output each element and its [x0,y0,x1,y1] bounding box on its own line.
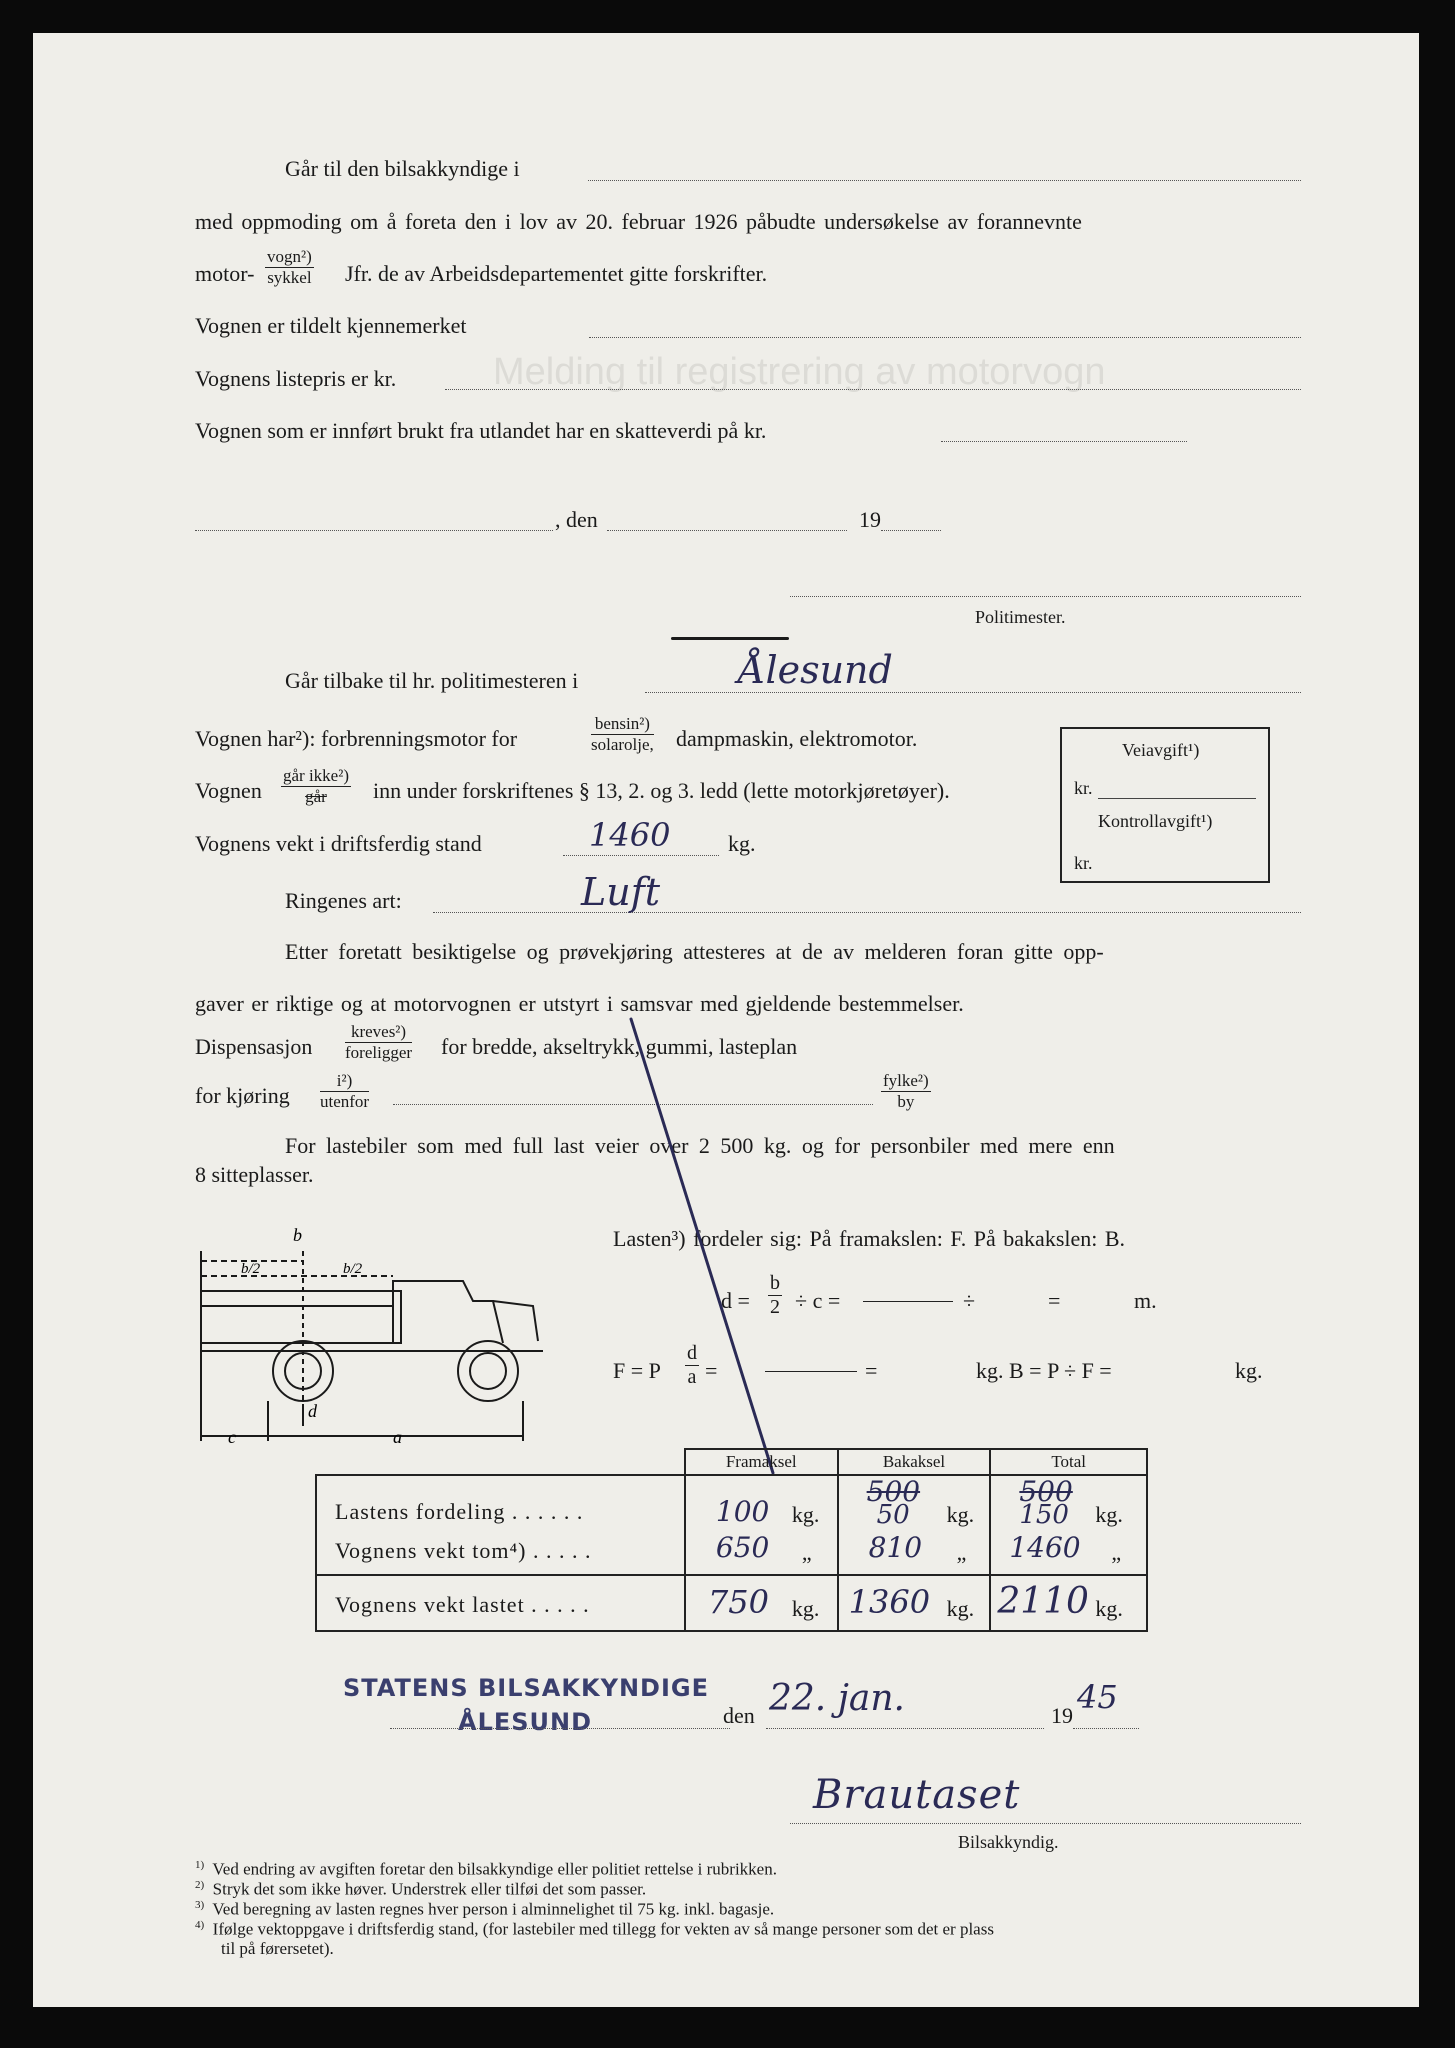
stamp-place-field[interactable] [390,1728,730,1729]
pen-strike-line [623,1013,783,1483]
label-half2: b/2 [343,1261,363,1277]
formula1-eq: = [1048,1288,1061,1313]
dispensation-prefix: Dispensasjon [195,1034,313,1059]
formula2-mid: kg. B = P ÷ F = [976,1358,1112,1383]
engine-suffix: dampmaskin, elektromotor. [676,726,918,751]
weight-unit: kg. [728,831,756,856]
dispensation-fraction: kreves²) foreligger [345,1022,413,1062]
pen-stroke [671,637,789,640]
truck-axle-diagram [193,1211,613,1451]
motor-prefix: motor- [195,261,255,286]
footnote-3: $^{3)}$ Ved beregning av lasten regnes hver person i alminnelighet til 75 kg. inkl. bagasje. [195,1899,775,1919]
sign-year-prefix: 19 [1051,1703,1073,1728]
reverse-show-through: Melding til registrering av motorvogn [493,351,1106,393]
framaksel-fordeling-value: 100 [715,1495,770,1528]
upper-labels-cell [316,1475,685,1575]
veiavgift-field[interactable] [1098,798,1256,799]
form-page [33,33,1419,2007]
year-field[interactable] [881,530,941,531]
sign-date-den: den [723,1703,755,1728]
return-to-field[interactable] [645,692,1301,693]
tires-field[interactable] [433,912,1301,913]
formula1-unit: m. [1134,1288,1157,1313]
bilsakkyndig-label: Bilsakkyndig. [958,1832,1059,1852]
list-price-field[interactable] [445,389,1301,390]
total-fordeling-struck: 500 [1019,1475,1073,1508]
driving-prefix: for kjøring [195,1083,290,1108]
weight-value: 1460 [589,816,671,854]
header-bakaksel: Bakaksel [838,1449,991,1475]
place-field[interactable] [195,530,553,531]
cargo-bed [201,1291,401,1343]
label-a: a [393,1427,402,1447]
attest-line1: Etter foretatt besiktigelse og prøvekjøring attesteres at de av melderen foran gitte opp- [285,939,1104,964]
list-price-label: Vognens listepris er kr. [195,366,397,391]
driving-fraction: i²) utenfor [320,1071,370,1111]
formula2-unit: kg. [1235,1358,1263,1383]
trucks-line2: 8 sitteplasser. [195,1162,314,1187]
footnote-4-cont: til på førersetet). [221,1939,334,1958]
motor-suffix: Jfr. de av Arbeidsdepartementet gitte forskrifter. [345,261,768,286]
load-distribution-text: Lasten³) fordeler sig: På framakslen: F. På bakakslen: B. [613,1226,1126,1251]
row-label-vekt-tom: Vognens vekt tom⁴) . . . . . [335,1538,592,1563]
table-header-row [316,1449,1147,1475]
upper-framaksel-cell [685,1475,838,1575]
date-field[interactable] [607,530,847,531]
table-row-upper [316,1475,1147,1575]
sign-year-value: 45 [1077,1678,1118,1716]
total-fordeling-value: 150 [1019,1500,1069,1530]
sign-date-value: 22. jan. [769,1678,905,1719]
bakaksel-fordeling-struck: 500 [866,1475,921,1508]
tires-value: Luft [581,870,661,914]
trucks-line1: For lastebiler som med full last veier over 2 500 kg. og for personbiler med mere enn [285,1133,1115,1158]
date-year-prefix: 19 [859,507,881,532]
formula1-blank[interactable] [863,1301,953,1302]
date-den: , den [555,507,598,532]
label-half1: b/2 [241,1261,261,1277]
return-to-value: Ålesund [738,648,893,692]
kontrollavgift-kr: kr. [1074,853,1093,873]
light-vehicle-prefix: Vognen [195,778,262,803]
light-vehicle-suffix: inn under forskriftenes § 13, 2. og 3. ledd (lette motorkjøretøyer). [373,778,950,803]
total-tom-unit: „ [1111,1540,1122,1565]
label-c: c [228,1427,236,1447]
return-to-label: Går tilbake til hr. politimesteren i [285,668,579,693]
row-label-fordeling: Lastens fordeling . . . . . . [335,1499,584,1524]
formula1-lhs: d = [721,1288,750,1313]
weight-field[interactable] [563,855,719,856]
weight-label: Vognens vekt i driftsferdig stand [195,831,482,856]
formula1-fraction: $\frac{b}{2}$ [770,1272,780,1318]
lastet-bakaksel-cell [838,1575,991,1631]
formula1-rest: ÷ c = [795,1288,841,1313]
bakaksel-tom-unit: „ [956,1540,967,1565]
tax-value-label: Vognen som er innført brukt fra utlandet har en skatteverdi på kr. [195,418,767,443]
engine-fraction: bensin²) solarolje, [591,714,654,754]
stamp-line2: ÅLESUND [458,1708,593,1736]
formula2-lhs: F = P [613,1358,661,1383]
motor-fraction: vogn²) sykkel [267,247,312,287]
tax-value-field[interactable] [941,441,1187,442]
driving-fraction2: fylke²) by [883,1071,929,1111]
total-tom-value: 1460 [1009,1531,1081,1564]
formula1-div: ÷ [963,1288,976,1313]
footnote-1: $^{1)}$ Ved endring av avgiften foretar den bilsakkyndige eller politiet rettelse i rubrikken. [195,1859,777,1879]
framaksel-tom-value: 650 [715,1531,770,1564]
bakaksel-lastet-value: 1360 [848,1583,931,1621]
police-signature-label: Politimester. [975,607,1066,627]
bakaksel-lastet-unit: kg. [946,1596,975,1621]
lastet-label-cell [316,1575,685,1631]
header-framaksel: Framaksel [685,1449,838,1475]
footnote-2: $^{2)}$ Stryk det som ikke høver. Understrek eller tilføi det som passer. [195,1879,647,1899]
total-lastet-value: 2110 [997,1581,1089,1622]
sign-date-field[interactable] [766,1728,1044,1729]
formula2-fraction: $\frac{d}{a}$ [687,1342,697,1388]
framaksel-lastet-value: 750 [707,1583,769,1621]
bakaksel-fordeling-value: 50 [876,1500,910,1530]
lastet-total-cell [990,1575,1147,1631]
header-total: Total [990,1449,1147,1475]
formula2-eq: = [705,1358,718,1383]
plate-field[interactable] [589,337,1301,338]
veiavgift-label: Veiavgift¹) [1122,740,1200,760]
sign-year-field[interactable] [1073,1728,1139,1729]
lastet-framaksel-cell [685,1575,838,1631]
row-label-lastet: Vognens vekt lastet . . . . . [335,1592,590,1617]
bakaksel-tom-value: 810 [868,1531,923,1564]
police-signature-field[interactable] [790,596,1301,597]
footnote-4: $^{4)}$ Ifølge vektoppgave i driftsferdig stand, (for lastebiler med tillegg for vekten av så mange personer som det er plass [195,1919,994,1939]
bilsakkyndig-signature: Brautaset [813,1772,1021,1818]
label-b: b [293,1225,302,1245]
total-lastet-unit: kg. [1095,1596,1123,1621]
goes-to-field[interactable] [588,180,1301,181]
bakaksel-fordeling-unit: kg. [946,1502,975,1527]
plate-label: Vognen er tildelt kjennemerket [195,313,467,338]
dispensation-suffix: for bredde, akseltrykk, gummi, lasteplan [441,1034,798,1059]
attest-line2: gaver er riktige og at motorvognen er utstyrt i samsvar med gjeldende bestemmelser. [195,991,964,1016]
table-row-lastet [316,1575,1147,1631]
framaksel-tom-unit: „ [801,1540,812,1565]
upper-bakaksel-cell [838,1475,991,1575]
framaksel-lastet-unit: kg. [791,1596,820,1621]
fee-box [1060,727,1270,883]
engine-prefix: Vognen har²): forbrenningsmotor for [195,726,518,751]
stamp-line1: STATENS BILSAKKYNDIGE [343,1674,709,1702]
request-line: med oppmoding om å foreta den i lov av 20. februar 1926 påbudte undersøkelse av forannevnte [195,209,1082,234]
goes-to-label: Går til den bilsakkyndige i [285,156,520,181]
bilsakkyndig-signature-field[interactable] [790,1823,1301,1824]
formula2-eq2: = [865,1358,878,1383]
total-fordeling-unit: kg. [1095,1502,1123,1527]
hood-outline [493,1301,538,1341]
framaksel-fordeling-unit: kg. [791,1502,820,1527]
load-distribution-table [315,1448,1148,1632]
veiavgift-kr: kr. [1074,778,1093,798]
kontrollavgift-label: Kontrollavgift¹) [1098,811,1213,831]
cab-outline [393,1281,503,1343]
label-d: d [308,1401,317,1421]
light-vehicle-fraction: går ikke²) går [283,766,349,806]
upper-total-cell [990,1475,1147,1575]
tires-label: Ringenes art: [285,888,402,913]
